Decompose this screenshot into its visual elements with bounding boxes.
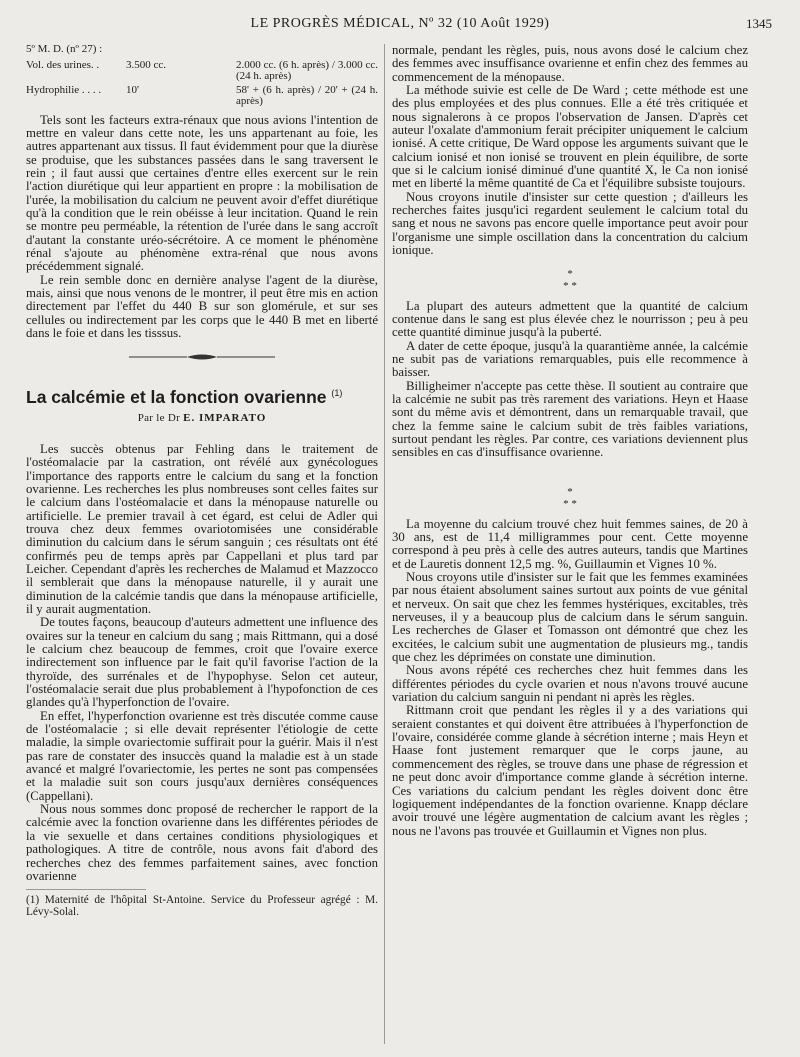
row-notes: 2.000 cc. (6 h. après) / 3.000 cc.(24 h. après) bbox=[236, 58, 378, 82]
paragraph: La méthode suivie est celle de De Ward ; cette méthode est une des plus employées et des plus connues. Elle a été très critiquée et nous signalerons à ce propos l'observation de Jansen. D'après cet auteur l'oxalate d'ammonium ferait précipiter uniquement le calcium ionisé. A cette critique, De Ward oppose les arguments suivant que le calcium ionisé et non ionisé se trouvent en plein équilibre, de sorte que si le calcium ionisé diminué d'une quantité X, le Ca non ionisé met en liberté la même quantité de Ca et l'équilibre subsiste toujours. bbox=[392, 83, 748, 191]
row-notes: 58' + (6 h. après) / 20' + (24 h. après) bbox=[236, 83, 378, 107]
article-title-text: La calcémie et la fonction ovarienne bbox=[26, 386, 327, 407]
paragraph: De toutes façons, beaucoup d'auteurs admettent une influence des ovaires sur la teneur en calcium du sang ; mais Rittmann, qui a dosé le calcium chez beaucoup de femmes, croit que l'ovaire exerce indirectement son influence par le fait qu'il favorise l'action de la thyroïde, des surrénales et de l'hypophyse. Selon cet auteur, l'ostéomalacie serait due plus probablement à l'hypofonction de ces glandes qu'à l'hyperfonction de l'ovaire. bbox=[26, 615, 378, 710]
row-label: Vol. des urines. . bbox=[26, 58, 100, 71]
column-divider bbox=[384, 44, 385, 1044]
page-number: 1345 bbox=[746, 16, 772, 31]
paragraph: Le rein semble donc en dernière analyse l'agent de la diurèse, mais, ainsi que nous venons de le montrer, il peut être mis en action directement par l'effet du 440 B sur son glomérule, et sur ses cellules ou indirectement par les corps que le 440 B met en liberté dans le foie et dans les tisssus. bbox=[26, 272, 378, 340]
case-label: 5º M. D. (nº 27) : bbox=[26, 43, 103, 55]
byline bbox=[26, 412, 378, 425]
paragraph: Tels sont les facteurs extra-rénaux que nous avions l'intention de mettre en valeur dans cette note, les uns appartenant au foie, les autres appartenant aux tissus. Il faut évidemment pour que la diurèse se produise, que les substances passées dans le sang traversent le rein ; il faut aussi que certaines d'entre elles exercent sur le rein l'action diurétique qui leur appartient en propre : la mobilisation de l'urée, la mobilisation du calcium ne peuvent avoir d'effet diurétique qu'à la condition que le rein obéisse à leur incitation. Quand le rein se montre peu perméable, la rétention de l'urée dans le sang accroît d'autant la constante uréo-sécrétoire. A ce moment le phénomène rénal s'ajoute au phénomène extra-rénal que nous avons précédemment signalé. bbox=[26, 112, 378, 274]
paragraph: Nous croyons utile d'insister sur le fait que les femmes examinées par nous étaient absolument saines surtout aux points de vue génital et nerveux. On sait que chez les femmes hystériques, excitables, très nerveuses, il y a beaucoup plus de calcium dans le sérum sanguin. Les recherches de Glaser et Tomasson ont démontré que chez les excitées, le calcium subit une augmentation de plusieurs mg., tandis que chez les déprimées on constate une diminution. bbox=[392, 570, 748, 665]
table-row bbox=[26, 85, 378, 108]
case-table bbox=[26, 44, 378, 108]
table-row bbox=[26, 60, 378, 83]
byline-author: E. IMPARATO bbox=[183, 411, 267, 424]
footnote: (1) Maternité de l'hôpital St-Antoine. Service du Professeur agrégé : M. Lévy-Solal. bbox=[26, 894, 378, 919]
paragraph: En effet, l'hyperfonction ovarienne est très discutée comme cause de l'ostéomalacie ; si elle devait représenter l'étiologie de cette maladie, la simple ovariectomie suffirait pour la guérir. Mais il n'est pas rare de constater des insuccès quand la maladie est à un stade avancé et malgré l'ovariectomie, les pertes ne sont pas compensées et la maladie suit son cours jusqu'aux dernières conséquences (Cappellani). bbox=[26, 708, 378, 803]
paragraph: A dater de cette époque, jusqu'à la quarantième année, la calcémie ne subit pas de variations remarquables, puis elle recommence à baisser. bbox=[392, 338, 748, 380]
row-value: 3.500 cc. bbox=[126, 58, 167, 71]
paragraph: Nous nous sommes donc proposé de rechercher le rapport de la calcémie avec la fonction ovarienne dans les différentes périodes de la vie sexuelle et dans certaines conditions physiologiques et pathologiques. A titre de contrôle, nous avons fait d'abord des recherches chez des femmes parfaitement saines, avec fonction ovarienne bbox=[26, 802, 378, 883]
right-column bbox=[392, 44, 748, 838]
paragraph: Rittmann croit que pendant les règles il y a des variations qui seraient constantes et qui doivent être attribuées à l'hyperfonction de l'ovaire, considérée comme glande à sécrétion interne ; mais Heyn et Haase font justement remarquer que le corps jaune, au commencement des règles, se trouve dans une phase de régression et ne peut donc avoir d'importance comme glande à sécrétion interne. Ces variations du calcium pendant les règles doivent donc être logiquement indépendantes de la fonction ovarienne. Knapp déclare avoir trouvé une légère augmentation de calcium avant les règles ; nous ne l'avons pas trouvée et Guillaumin et Vignes non plus. bbox=[392, 703, 748, 838]
byline-prefix: Par le Dr bbox=[137, 411, 181, 424]
running-header bbox=[0, 16, 800, 36]
asterism-icon: * * * bbox=[563, 267, 577, 292]
row-label: Hydrophilie . . . . bbox=[26, 83, 102, 96]
paragraph: normale, pendant les règles, puis, nous avons dosé le calcium chez des femmes avec insuffisance ovarienne et enfin chez des femmes au commencement de la ménopause. bbox=[392, 43, 748, 84]
paragraph: La moyenne du calcium trouvé chez huit femmes saines, de 20 à 30 ans, est de 11,4 milligrammes pour cent. Cette moyenne correspond à peu près à celle des autres auteurs, tandis que Martines et de Lauretis donnent 12,5 mg. %, Guillaumin et Vignes 10 %. bbox=[392, 516, 748, 571]
footnote-marker: (1) bbox=[331, 387, 343, 398]
paragraph: Billigheimer n'accepte pas cette thèse. Il soutient au contraire que la calcémie ne subit pas très rarement des variations. Heyn et Haase sont du même avis et démontrent, dans un remarquable travail, que chez la femme saine le calcium subit de très faibles variations, surtout pendant les règles. Par contre, ces variations deviennent plus sensibles en cas d'insuffisance ovarienne. bbox=[392, 378, 748, 460]
paragraph: Nous avons répété ces recherches chez huit femmes dans les différentes périodes du cycle ovarien et nous n'avons trouvé aucune variation du calcium sanguin ni pendant ni après les règles. bbox=[392, 663, 748, 705]
left-column bbox=[26, 44, 378, 918]
asterism-icon: * * * bbox=[563, 485, 577, 510]
paragraph: Les succès obtenus par Fehling dans le traitement de l'ostéomalacie par la castration, ont révélé aux gynécologues l'importance des rapports entre le calcium du sang et la fonction ovarienne. Les recherches les plus nombreuses sont celles faites sur le calcium dans l'ostéomalacie et dans la ménopause naturelle ou artificielle. Le premier travail à cet égard, est celui de Adler qui trouva chez deux femmes ovariotomisées une considérable diminution du calcium dans le sérum sanguin ; ces résultats ont été confirmés peu de temps après par Cappellani et plus tard par Leicher. Cependant d'après les recherches de Malamud et Mazzocco il semblerait que dans la ménopause naturelle, il y aurait une diminution de la calcémie tandis que dans la ménopause artificielle, il y aurait augmentation. bbox=[26, 441, 378, 616]
paragraph: La plupart des auteurs admettent que la quantité de calcium contenue dans le sang est plus élevée chez le nourrisson ; peu à peu cette quantité diminue jusqu'à la puberté. bbox=[392, 298, 748, 340]
article-title bbox=[26, 382, 378, 408]
paragraph: Nous croyons inutile d'insister sur cette question ; d'ailleurs les recherches faites jusqu'ici regardent seulement le calcium total du sang et nous ne savons pas encore quelle importance peut avoir pour l'organisme une simple oscillation dans la concentration du calcium ionique. bbox=[392, 189, 748, 258]
fleuron-divider-icon bbox=[26, 352, 378, 365]
row-value: 10' bbox=[126, 83, 139, 96]
journal-title: LE PROGRÈS MÉDICAL, Nº 32 (10 Août 1929) bbox=[250, 16, 550, 31]
